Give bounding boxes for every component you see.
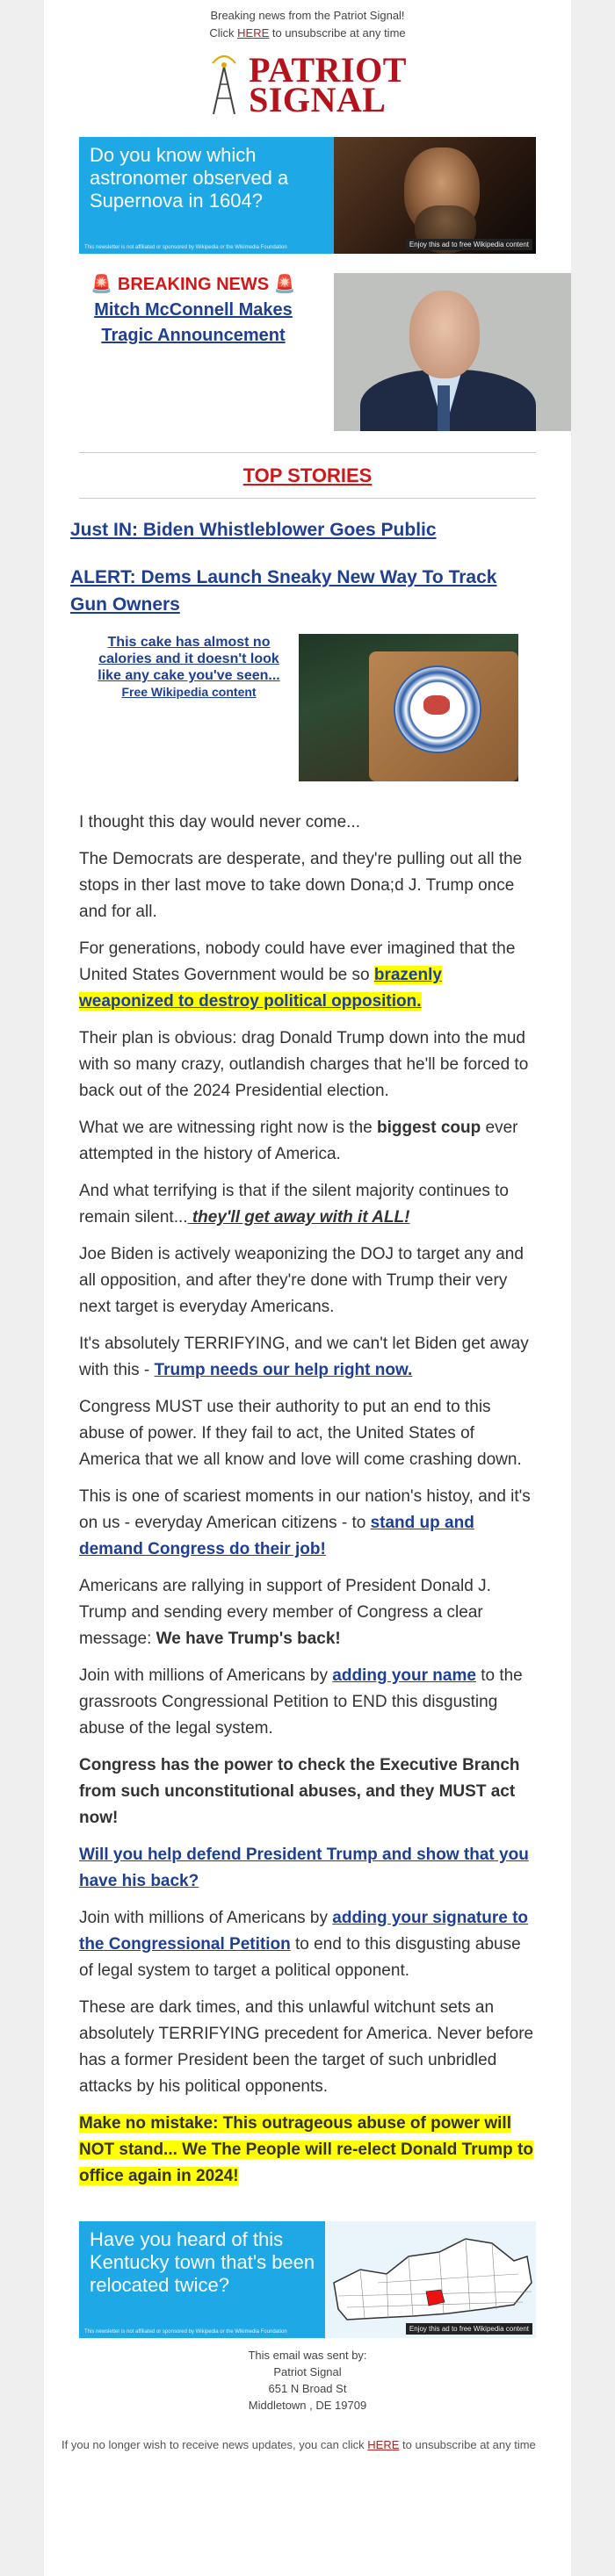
paragraph-5-tail: ever attempted in the history of America.: [79, 1119, 518, 1163]
paragraph-12-text: Join with millions of Americans by: [79, 1666, 333, 1685]
paragraph-11-text: Americans are rallying in support of President Donald J. Trump and sending every member of Congress a clear message:: [79, 1577, 491, 1648]
defend-trump-link[interactable]: Will you help defend President Trump and show that you have his back?: [79, 1846, 529, 1890]
cake-photo[interactable]: [299, 634, 518, 781]
article-body: [79, 809, 536, 2190]
wikipedia-ad-kentucky[interactable]: [79, 2221, 536, 2338]
biggest-coup-emphasis: biggest coup: [377, 1119, 481, 1137]
mcconnell-photo[interactable]: [334, 273, 571, 431]
paragraph-4: Their plan is obvious: drag Donald Trump down into the mud with so many crazy, outlandish charges that he'll be forced to back out of the 2024 Presidential election.: [79, 1029, 529, 1100]
paragraph-3-text: For generations, nobody could have ever imagined that the United States Government would be so: [79, 939, 516, 984]
photo-head: [409, 291, 480, 378]
closing-highlight: Make no mistake: This outrageous abuse of power will NOT stand... We The People will re-elect Donald Trump to office again in 2024!: [79, 2114, 533, 2185]
paragraph-2: The Democrats are desperate, and they're pulling out all the stops in ther last move to take down Dona;d J. Trump once and for all.: [79, 850, 523, 921]
kentucky-map-icon: [325, 2221, 536, 2338]
cake-promo-sublink[interactable]: Free Wikipedia content: [121, 685, 257, 699]
sender-info: [44, 2347, 571, 2414]
paragraph-15-tail: to end to this disgusting abuse of legal system to target a political opponent.: [79, 1935, 521, 1980]
ad2-disclaimer: This newsletter is not affiliated or sponsored by Wikipedia or the Wikimedia Foundation: [84, 2329, 287, 2335]
paragraph-5-text: What we are witnessing right now is the: [79, 1119, 377, 1137]
preheader-prefix: Click: [209, 26, 238, 40]
sender-label: This email was sent by:: [248, 2349, 367, 2362]
petition-signature-link[interactable]: adding your signature to the Congressional Petition: [79, 1909, 529, 1954]
paragraph-10: [79, 1484, 536, 1563]
unsubscribe-link[interactable]: HERE: [367, 2438, 400, 2451]
breaking-news-link[interactable]: Mitch McConnell Makes Tragic Announcement: [94, 300, 293, 345]
weaponized-link[interactable]: brazenly weaponized to destroy political opposition.: [79, 966, 442, 1011]
paragraph-8-text: It's absolutely TERRIFYING, and we can't let Biden get away with this -: [79, 1335, 529, 1379]
sender-street: 651 N Broad St: [268, 2382, 347, 2395]
unsubscribe-suffix: to unsubscribe at any time: [399, 2438, 536, 2451]
sender-city: Middletown , DE 19709: [248, 2399, 367, 2412]
paragraph-16: These are dark times, and this unlawful witchunt sets an absolutely TERRIFYING precedent for America. Never before has a former President been the target of such unbridled attacks by his political opponents.: [79, 1998, 534, 2096]
logo-area: [44, 50, 571, 126]
kentucky-map: [325, 2221, 536, 2338]
cake-promo-link[interactable]: This cake has almost no calories and it doesn't look like any cake you've seen...: [98, 635, 280, 683]
ad-disclaimer: This newsletter is not affiliated or sponsored by Wikipedia or the Wikimedia Foundation: [84, 245, 287, 250]
paragraph-14: [79, 1842, 536, 1895]
demand-congress-link[interactable]: stand up and demand Congress do their job!: [79, 1514, 474, 1558]
add-name-link[interactable]: adding your name: [332, 1666, 476, 1685]
preheader-suffix: to unsubscribe at any time: [269, 26, 406, 40]
trump-help-link[interactable]: Trump needs our help right now.: [154, 1361, 413, 1379]
unsubscribe-footer: [62, 2436, 554, 2453]
paragraph-12: [79, 1663, 536, 1742]
astronomer-portrait: [334, 137, 536, 254]
radio-tower-icon: [208, 54, 240, 116]
paragraph-15-text: Join with millions of Americans by: [79, 1909, 333, 1927]
ad2-tag: Enjoy this ad to free Wikipedia content: [406, 2323, 532, 2335]
email-page: [44, 0, 571, 2576]
unsubscribe-prefix: If you no longer wish to receive news updates, you can click: [62, 2438, 368, 2451]
breaking-news-block: [79, 273, 571, 431]
paragraph-12-tail: to the grassroots Congressional Petition to END this disgusting abuse of the legal system.: [79, 1666, 523, 1738]
ad2-question: Have you heard of this Kentucky town that's been relocated twice?: [90, 2228, 315, 2296]
paragraph-15: [79, 1905, 536, 1984]
paragraph-6: [79, 1178, 536, 1231]
trump-back-emphasis: We have Trump's back!: [156, 1630, 341, 1648]
wikipedia-ad-astronomer[interactable]: [79, 137, 536, 254]
ad-question: Do you know which astronomer observed a Supernova in 1604?: [90, 144, 289, 212]
breaking-news-text: [79, 273, 308, 349]
photo-tie: [438, 385, 450, 431]
get-away-emphasis: they'll get away with it ALL!: [187, 1208, 410, 1227]
paragraph-13: Congress has the power to check the Executive Branch from such unconstitutional abuses, and they MUST act now!: [79, 1756, 520, 1827]
cake-promo-text: [88, 634, 290, 700]
paragraph-8: [79, 1331, 536, 1384]
paragraph-6-text: And what terrifying is that if the silent majority continues to remain silent...: [79, 1182, 509, 1227]
brand-line-2: SIGNAL: [249, 80, 387, 119]
breaking-news-title: 🚨 BREAKING NEWS 🚨: [90, 275, 296, 294]
paragraph-5: [79, 1115, 536, 1168]
preheader-unsubscribe-line: [44, 25, 571, 42]
brand-line-1: PATRIOT: [249, 50, 407, 90]
preheader-unsubscribe-link[interactable]: HERE: [237, 26, 270, 40]
headline-link-1[interactable]: Just IN: Biden Whistleblower Goes Public: [70, 520, 437, 540]
paragraph-1: I thought this day would never come...: [79, 813, 361, 831]
preheader-line: Breaking news from the Patriot Signal!: [210, 9, 405, 22]
paragraph-3: [79, 936, 536, 1015]
paragraph-10-text: This is one of scariest moments in our nation's histoy, and it's on us - everyday American citizens - to: [79, 1487, 531, 1532]
ad-tag: Enjoy this ad to free Wikipedia content: [406, 239, 532, 250]
brand-name: [249, 50, 407, 119]
sender-name: Patriot Signal: [273, 2365, 342, 2378]
paragraph-9: Congress MUST use their authority to put an end to this abuse of power. If they fail to act, the United States of America that we all know and love will come crashing down.: [79, 1398, 522, 1469]
cake-promo: [44, 634, 571, 781]
top-stories-heading: TOP STORIES: [242, 464, 373, 486]
paragraph-11: [79, 1573, 536, 1652]
paragraph-7: Joe Biden is actively weaponizing the DOJ to target any and all opposition, and after they're done with Trump their very next target is everyday Americans.: [79, 1245, 524, 1316]
paragraph-17: [79, 2111, 536, 2190]
headline-link-2[interactable]: ALERT: Dems Launch Sneaky New Way To Track Gun Owners: [70, 567, 497, 615]
preheader: [44, 0, 571, 42]
photo-cake-slice: [423, 695, 450, 715]
brand-logo[interactable]: [208, 50, 407, 119]
